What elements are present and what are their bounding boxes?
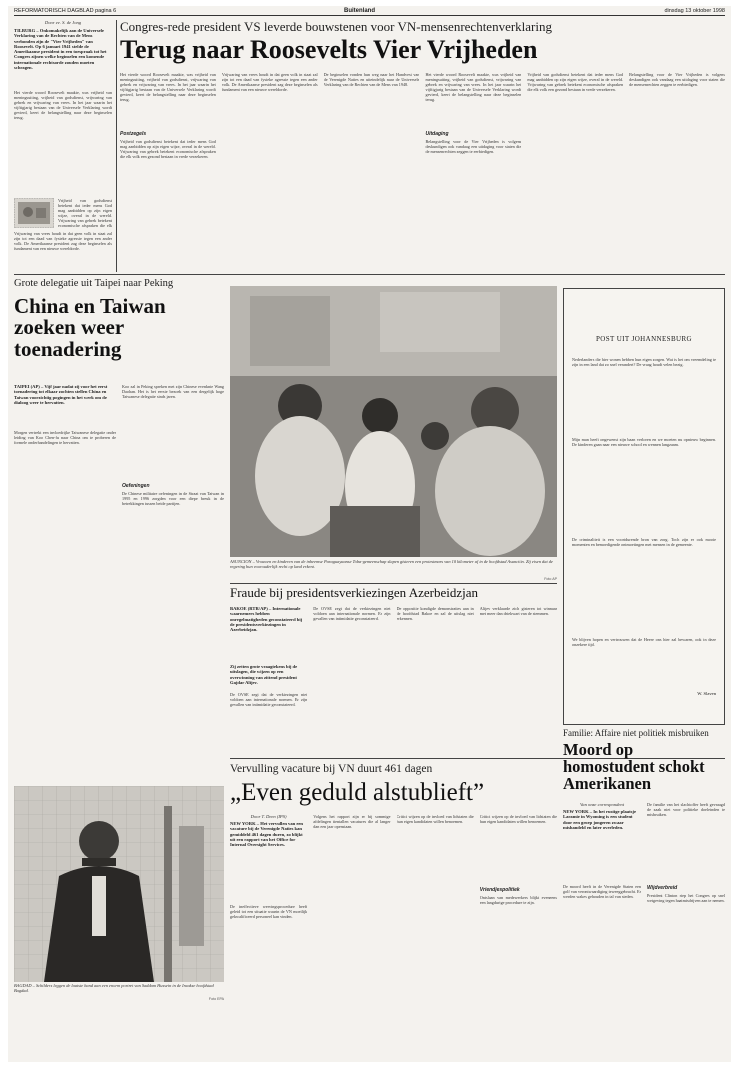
johannesburg-text-1: Nederlanders die hier wonen hebben hun eigen zorgen. Wat is het om vreemdeling te zijn in een land dat zo snel verandert? De vraag houdt velen bezig.: [572, 357, 716, 368]
protest-photo-image: [230, 286, 557, 557]
newspaper-page: [8, 6, 731, 1062]
johannesburg-title: POST UIT JOHANNESBURG: [595, 335, 693, 343]
roosevelt-col2-text: Vrijwaring van vrees houdt in dat geen volk in staat zal zijn tot een daad van fysieke agressie tegen een ander volk. De Amerikaanse president zag deze beginselen als fundament van een nieuwe wereldorde.: [221, 72, 318, 93]
china-taiwan-col2-text-2: De Chinese militaire oefeningen in de Straat van Taiwan in 1995 en 1996 zorgden voor een diepe breuk in de betrekkingen tussen beide partijen.: [122, 491, 224, 507]
china-taiwan-headline: China en Taiwan zoeken weer toenadering: [14, 296, 166, 361]
azerbaijan-col1-text: De OVSE zegt dat de verkiezingen niet voldoen aan internationale normen. Er zijn gevallen van intimidatie geconstateerd.: [230, 692, 308, 708]
china-taiwan-kicker: Grote delegatie uit Taipei naar Peking: [14, 278, 174, 289]
roosevelt-subhead-postzegels: Postzegels: [120, 131, 147, 137]
roosevelt-intro-column: [14, 20, 112, 270]
johannesburg-text-4: We blijven hopen en vertrouwen dat de Heere ons hier zal bewaren, ook in deze onzekere tijd.: [572, 637, 716, 648]
student-murder-col2-text: De familie van het slachtoffer heeft gevraagd de zaak niet voor politieke doeleinden te misbruiken.: [647, 802, 725, 818]
roosevelt-lead: TILBURG – Onkomakelijk aan de Universele Verklaring van de Rechten van de Mens verbonden zijn de "Vier Vrijheden" van Roosevelt. Op 6 januari 1941 stelde de Amerikaanse president in een toespraak tot het Congres zijnen welke beginselen een komende internationale rechtsorde zouden moeten schragen.: [14, 28, 107, 71]
saddam-photo-caption: BAGDAD – Schilders leggen de laatste hand aan een enorm portret van Saddam Hussein in de Iraakse hoofdstad Bagdad.: [14, 983, 214, 994]
page-date: dinsdag 13 oktober 1998: [664, 8, 725, 14]
protest-photo-caption: ASUNCION – Vrouwen en kinderen van de inheemse Paraguayaanse Toba-gemeenschap slapen gisteren een protestmars van 10 kilometer af in de hoofdstad Asunción. Zij eisen dat de regering hun voorouderlijk recht op land erkent.: [230, 559, 553, 570]
roosevelt-col3-text: De beginselen vonden hun weg naar het Handvest van de Verenigde Naties en uiteindelijk naar de Universele Verklaring van de Rechten van de Mens van 1948.: [323, 72, 420, 88]
azerbaijan-lead: BAKOE (RTR/AP) – Internationale waarnemers hebben onregelmatigheden geconstateerd bij de presidentsverkiezingen in Azerbeidzjan.: [230, 606, 303, 633]
roosevelt-subhead-uitdaging: Uitdaging: [425, 131, 449, 137]
protest-photo-credit: Foto AP: [544, 577, 557, 581]
page-header: [14, 6, 725, 16]
roosevelt-col5-text: Vrijheid van godsdienst betekent dat ieder mens God mag aanbidden op zijn eigen wijze, overal in de wereld. Vrijwaring van gebrek betekent economische afspraken die elk volk een gezond bestaan in vrede verzekeren.: [527, 72, 624, 93]
roosevelt-col4-text: Het vierde woord Roosevelt maakte, was vrijheid van meningsuiting, vrijheid van godsdienst, vrijwaring van gebrek en vrijwaring van vrees. In het jaar waarin het vijftigjarig bestaan van de Universele Verklaring wordt gevierd, keert de belangstelling naar deze beginselen terug.: [425, 72, 522, 103]
un-vacancy-col2-text: Volgens het rapport zijn er bij sommige afdelingen tientallen vacatures die al langer dan een jaar openstaan.: [313, 814, 391, 830]
johannesburg-text-3: De criminaliteit is een voortdurende bron van zorg. Toch zijn er ook mooie momenten en bemoedigende ontmoetingen met mensen in de gemeente.: [572, 537, 716, 548]
student-murder-col1-text: De moord heeft in de Verenigde Staten een golf van verontwaardiging teweeggebracht. Er werden wakes gehouden in tal van steden.: [563, 884, 641, 900]
paper-name: REFORMATORISCH DAGBLAD pagina 6: [14, 8, 117, 14]
china-taiwan-columns: [14, 384, 224, 780]
saddam-photo-credit: Foto EPA: [208, 997, 224, 1001]
azerbaijan-col3-text: De oppositie kondigde demonstraties aan in de hoofdstad Bakoe en zal de uitslag niet erkennen.: [396, 606, 474, 622]
china-taiwan-col2-text: Koo zal in Peking spreken met zijn Chinese evenknie Wang Daohan. Het is het eerste bezoek van een dergelijk hoge Taiwanese delegatie sinds jaren.: [122, 384, 224, 400]
roosevelt-body-2: Vrijheid van godsdienst betekent dat ieder mens God mag aanbidden op zijn eigen wijze, overal in de wereld. Vrijwaring van gebrek betekent economische afspraken die elk: [58, 198, 112, 228]
roosevelt-col6-text: Belangstelling voor de Vier Vrijheden is volgens deskundigen ook vandaag een uitdaging voor staten die de mensenrechten zeggen te eerbiedigen.: [629, 72, 725, 88]
azerbaijan-col2-text: De OVSE zegt dat de verkiezingen niet voldoen aan internationale normen. Er zijn gevallen van intimidatie geconstateerd.: [313, 606, 391, 622]
un-vacancy-kicker: Vervulling vacature bij VN duurt 461 dagen: [230, 763, 433, 775]
un-vacancy-columns: [230, 814, 557, 1054]
un-vacancy-col3-text: Critici wijzen op de invloed van lidstaten die hun eigen kandidaten willen benoemen.: [396, 814, 474, 825]
roosevelt-col1-text: Het vierde woord Roosevelt maakte, was vrijheid van meningsuiting, vrijheid van godsdienst, vrijwaring van gebrek en vrijwaring van vrees. In het jaar waarin het vijftigjarig bestaan van de Universele Verklaring wordt gevierd, keert de belangstelling naar deze beginselen terug.: [120, 72, 216, 103]
section-name: Buitenland: [344, 8, 375, 14]
un-vacancy-subhead: Vriendjespolitiek: [479, 887, 520, 893]
saddam-mural-photo-image: [14, 786, 224, 982]
roosevelt-col4-text-2: Belangstelling voor de Vier Vrijheden is volgens deskundigen ook vandaag een uitdaging voor staten die de mensenrechten zeggen te eerbiedigen.: [425, 139, 522, 155]
roosevelt-headline: Terug naar Roosevelts Vier Vrijheden: [120, 37, 538, 64]
saddam-mural-photo: [14, 786, 224, 982]
un-vacancy-col1-text: De ineffectieve wervingsprocedure heeft geleid tot een situatie waarin de VN moeilijk gekwalificeerd personeel kan vinden.: [230, 904, 308, 920]
roosevelt-col1-text-2: Vrijheid van godsdienst betekent dat ieder mens God mag aanbidden op zijn eigen wijze, overal in de wereld. Vrijwaring van gebrek betekent economische afspraken die elk volk een gezond bestaan in vrede verzekeren.: [120, 139, 216, 160]
saddam-photo-caption-area: [14, 983, 224, 1001]
roosevelt-body-1: Het vierde woord Roosevelt maakte, was vrijheid van meningsuiting, vrijheid van godsdienst, vrijwaring van gebrek en vrijwaring van vrees. In het jaar waarin het vijftigjarig bestaan van de Universele Verklaring wordt gevierd, keert de belangstelling naar deze beginselen terug.: [14, 90, 112, 121]
student-murder-byline: Van onze correspondent: [580, 802, 624, 807]
johannesburg-signature: W. Slaven: [697, 691, 716, 696]
china-taiwan-subhead: Oefeningen: [122, 483, 150, 489]
student-murder-headline: Moord op homostudent schokt Amerikanen: [563, 742, 705, 793]
protest-photo: [230, 286, 557, 557]
china-taiwan-lead: TAIPEI (AP) – Vijf jaar nadat zij voor het eerst toenadering tot elkaar zochten stellen China en Taiwan voorzichtig pogingen in het werk om de dialoog weer te hervatten.: [14, 384, 108, 405]
un-vacancy-col4-text-2: Ontslaan van medewerkers blijkt eveneens een langdurige procedure te zijn.: [479, 895, 557, 906]
johannesburg-column-box: [563, 288, 725, 725]
azerbaijan-col4-text: Alijev verklaarde zich gisteren tot winnaar met meer dan driekwart van de stemmen.: [479, 606, 557, 617]
student-murder-columns: [563, 802, 725, 1054]
un-vacancy-lead: NEW YORK – Het vervullen van een vacature bij de Verenigde Naties kan gemiddeld 461 dagen duren, zo blijkt uit een rapport van het Office for Internal Oversight Services.: [230, 821, 303, 848]
student-murder-kicker: Familie: Affaire niet politiek misbruiken: [563, 728, 709, 738]
un-vacancy-col4-text: Critici wijzen op de invloed van lidstaten die hun eigen kandidaten willen benoemen.: [479, 814, 557, 825]
postage-stamp-image: [14, 198, 54, 228]
johannesburg-text-2: Mijn man heeft ongewenst zijn baan verloren en we moeten nu opnieuw beginnen. De kinderen gaan naar een nieuwe school en wennen langzaam.: [572, 437, 716, 448]
student-murder-col2-text-2: President Clinton riep het Congres op snel wetgeving tegen haatmisdrijven aan te nemen.: [647, 893, 725, 904]
azerbaijan-headline: Fraude bij presidentsverkiezingen Azerbeidzjan: [230, 586, 478, 600]
un-vacancy-byline: Door T. Deen (IPS): [250, 814, 287, 819]
un-vacancy-headline: „Even geduld alstublieft”: [230, 780, 485, 806]
student-murder-subhead: Wijdverbreid: [647, 885, 678, 891]
roosevelt-kicker: Congres-rede president VS leverde bouwstenen voor VN-mensenrechtenverklaring: [120, 19, 552, 34]
china-taiwan-col1-text: Morgen vertrekt een invloedrijke Taiwanese delegatie onder leiding van Koo Chen-fu naar China om te proberen de formele onderhandelingen te hervatten.: [14, 430, 116, 446]
student-murder-lead: NEW YORK – In het rustige plaatsje Laramie in Wyoming is een student door een groep jongeren zwaar mishandeld en later overleden.: [563, 809, 636, 830]
roosevelt-byline: Door ee. S. de Jong: [44, 20, 82, 25]
azerbaijan-lead-2: Zij zetten grote vraagtekens bij de uitslagen, die wijzen op een overwinning van zittend president Gajdar Alijev.: [230, 664, 298, 685]
protest-photo-caption-area: [230, 559, 557, 581]
roosevelt-body-columns: [120, 72, 725, 270]
roosevelt-body-3: Vrijwaring van vrees houdt in dat geen volk in staat zal zijn tot een daad van fysieke agressie tegen een ander volk. De Amerikaanse president zag deze beginselen als fundament van een nieuwe wereldorde.: [14, 231, 112, 252]
azerbaijan-columns: [230, 606, 557, 756]
